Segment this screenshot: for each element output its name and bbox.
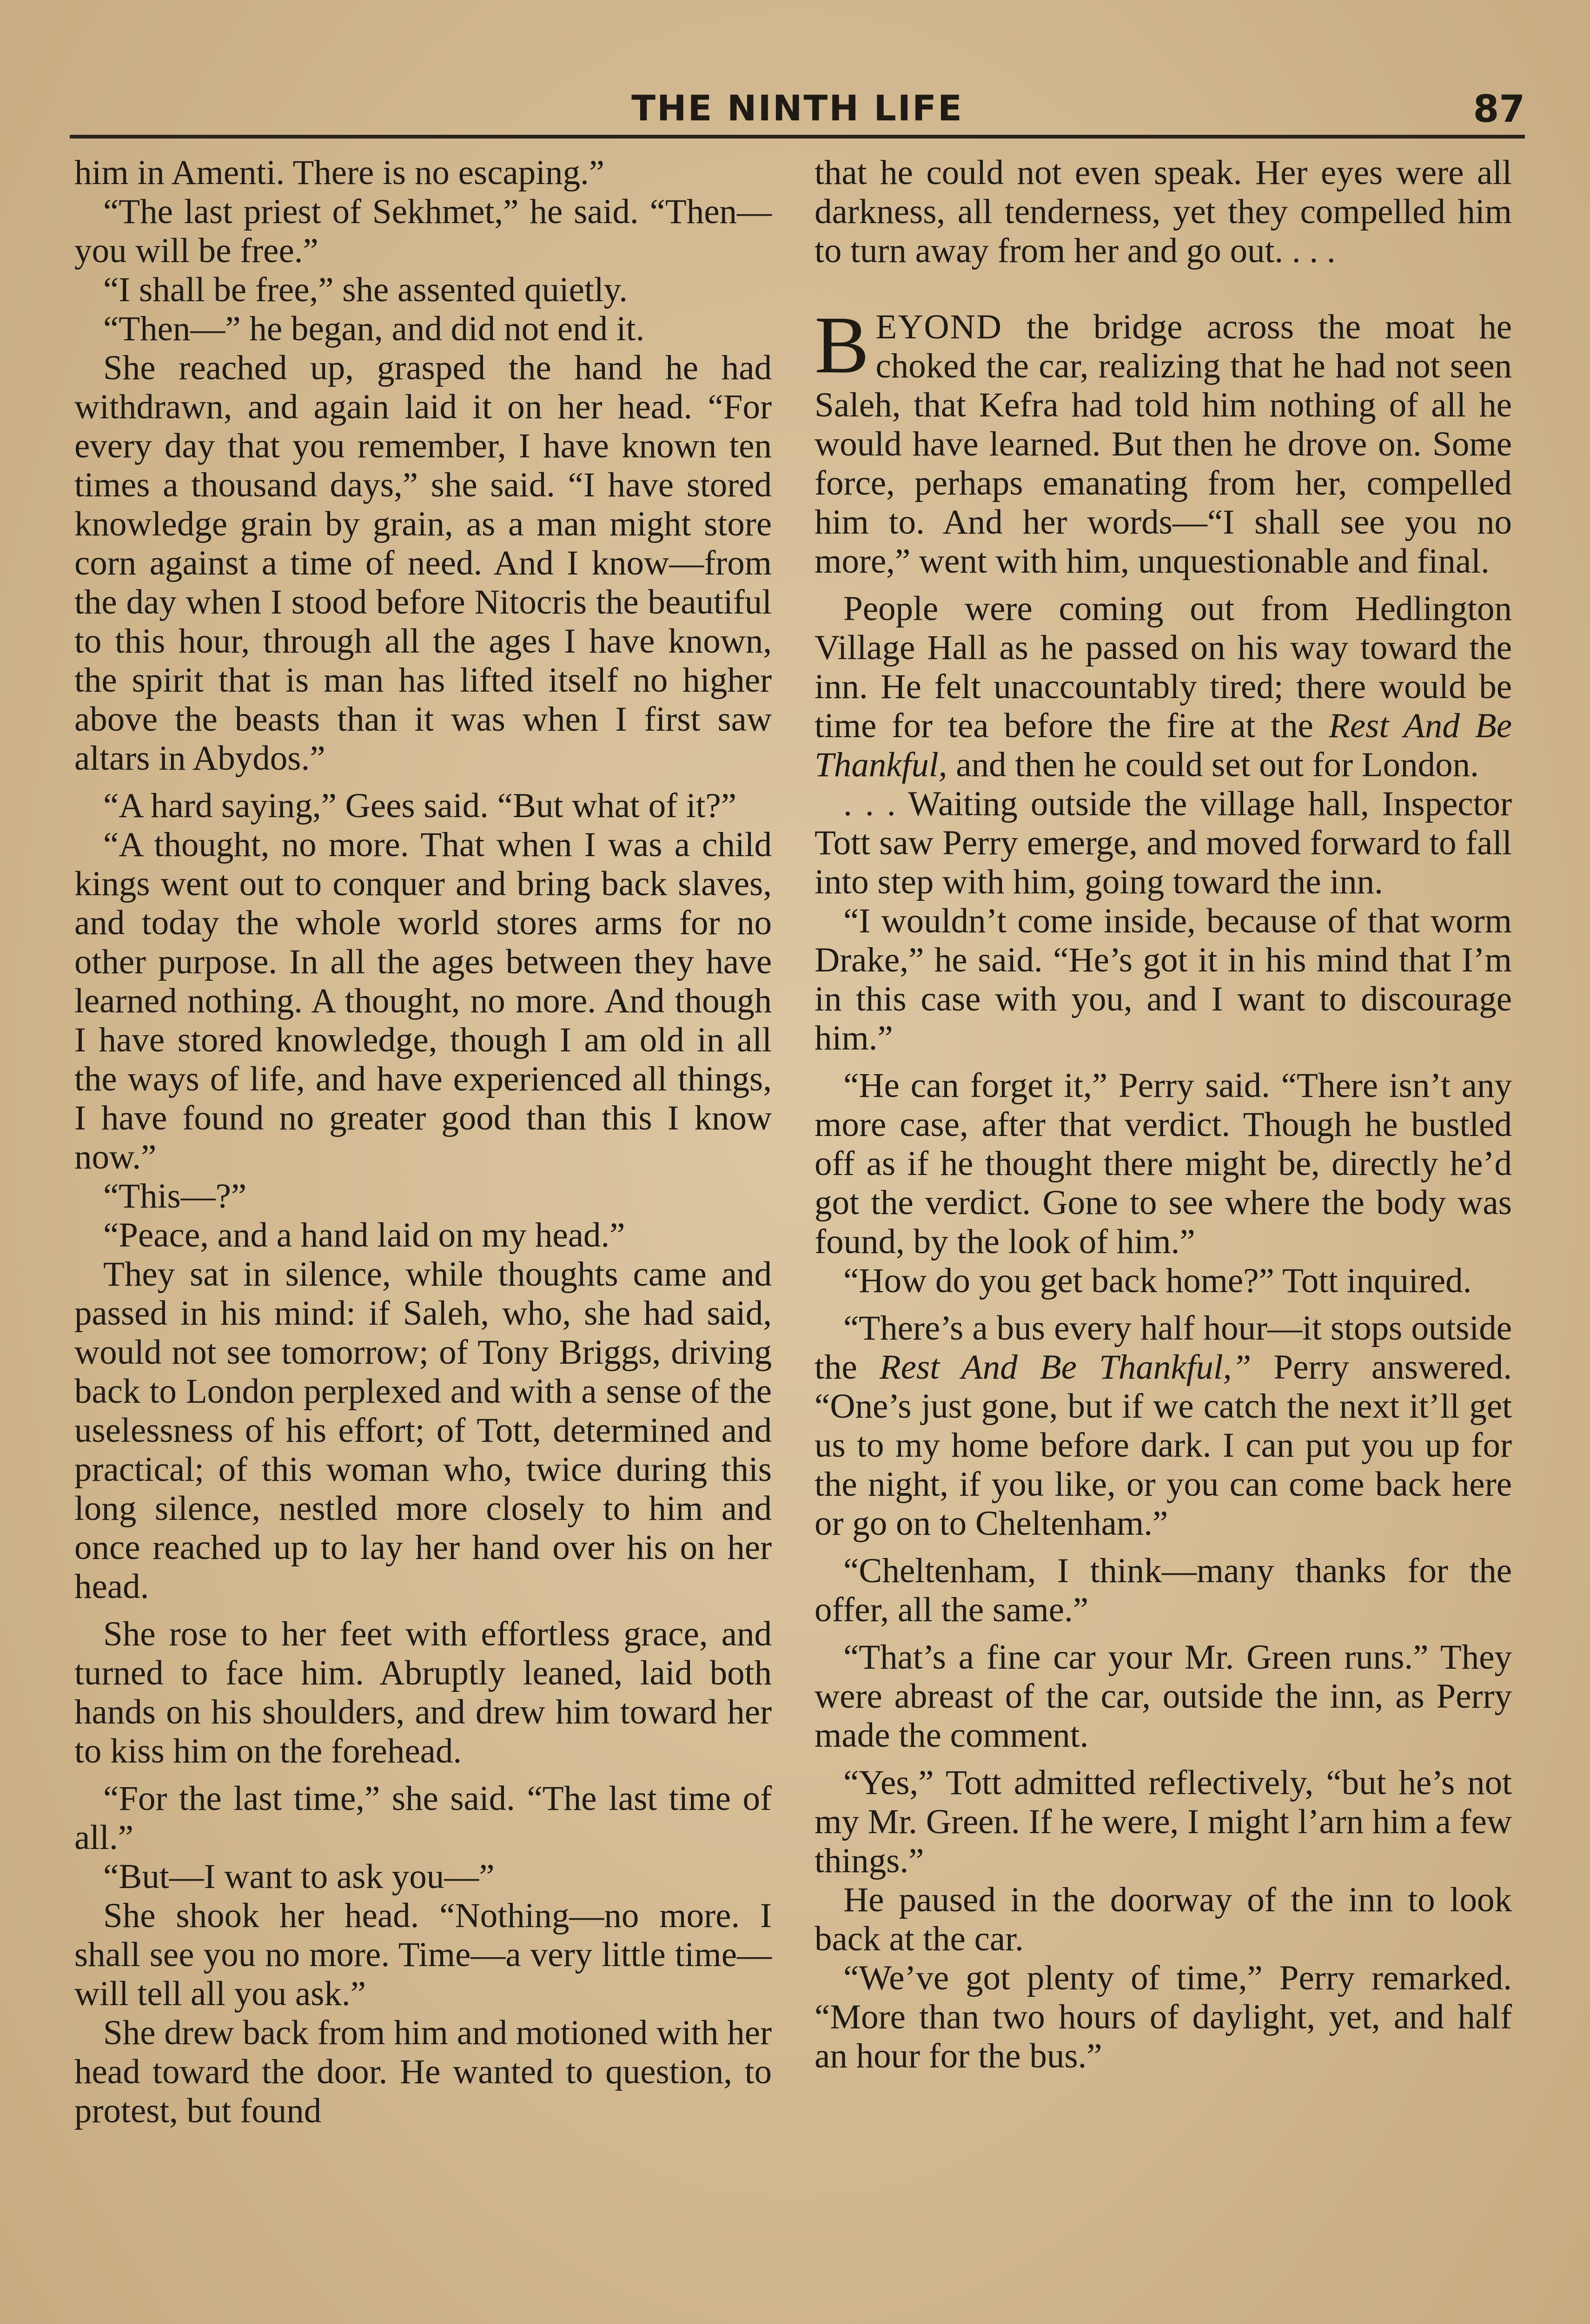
paragraph: “The last priest of Sekhmet,” he said. “Then—you will be free.” xyxy=(74,192,772,270)
paragraph xyxy=(815,1309,1512,1543)
small-caps-lead: EYOND xyxy=(875,308,1002,346)
paragraph: . . . Waiting outside the village hall, Inspector Tott saw Perry emerge, and moved forward to fall into step with him, going toward the inn. xyxy=(815,785,1512,901)
running-head: THE NINTH LIFE xyxy=(631,87,963,129)
paragraph: “This—?” xyxy=(103,1177,247,1215)
page-number: 87 xyxy=(1473,87,1525,131)
paragraph-text: “There’s a bus every half hour—it stops outside the xyxy=(815,1309,1512,1386)
paragraph: She shook her head. “Nothing—no more. I shall see you no more. Time—a very little time—will tell all you ask.” xyxy=(74,1896,772,2013)
paragraph: She drew back from him and motioned with her head toward the door. He wanted to question, to protest, but found xyxy=(74,2014,772,2130)
paragraph: him in Amenti. There is no escaping.” xyxy=(74,153,605,192)
paragraph: that he could not even speak. Her eyes were all darkness, all tenderness, yet they compelled him to turn away from her and go out. . . . xyxy=(815,153,1512,270)
paragraph: “Peace, and a hand laid on my head.” xyxy=(103,1216,625,1254)
drop-cap: B xyxy=(815,300,869,390)
paragraph: “That’s a fine car your Mr. Green runs.” They were abreast of the car, outside the inn, as Perry made the comment. xyxy=(815,1638,1512,1755)
paragraph: She rose to her feet with effortless grace, and turned to face him. Abruptly leaned, laid both hands on his shoulders, and drew him toward her to kiss him on the forehead. xyxy=(74,1615,772,1770)
paragraph: “Then—” he began, and did not end it. xyxy=(103,310,645,348)
header-rule xyxy=(70,135,1525,139)
paragraph: “A hard saying,” Gees said. “But what of it?” xyxy=(103,786,737,825)
paragraph-text: Perry answered. “One’s just gone, but if we catch the next it’ll get us to my home before dark. I can put you up for the night, if you like, or you can come back here or go on to Cheltenham.” xyxy=(815,1348,1512,1543)
paragraph-text: the bridge across the moat he choked the car, realizing that he had not seen Saleh, that Kefra had told him nothing of all he would have learned. But then he drove on. Some force, perhaps emanating from her, compelled him to. And her words—“I shall see you no more,” went with him, unquestionable and final. xyxy=(815,308,1512,581)
paragraph: “Cheltenham, I think—many thanks for the offer, all the same.” xyxy=(815,1552,1512,1629)
paragraph: “I wouldn’t come inside, because of that worm Drake,” he said. “He’s got it in his mind that I’m in this case with you, and I want to discourage him.” xyxy=(815,902,1512,1057)
paragraph: “We’ve got plenty of time,” Perry remarked. “More than two hours of daylight, yet, and half an hour for the bus.” xyxy=(815,1959,1512,2075)
inn-name: Rest And Be Thankful, xyxy=(815,706,1512,784)
paragraph: He paused in the doorway of the inn to look back at the car. xyxy=(815,1881,1512,1958)
paragraph xyxy=(815,589,1512,785)
paragraph: “He can forget it,” Perry said. “There isn’t any more case, after that verdict. Though he bustled off as if he thought there might be, directly he’d got the verdict. Gone to see where the body was found, by the look of him.” xyxy=(815,1066,1512,1261)
paragraph: “For the last time,” she said. “The last time of all.” xyxy=(74,1779,772,1857)
left-column xyxy=(74,153,772,2131)
paragraph-text: and then he could set out for London. xyxy=(947,746,1479,784)
paragraph: She reached up, grasped the hand he had withdrawn, and again laid it on her head. “For every day that you remember, I have known ten times a thousand days,” she said. “I have stored knowledge grain by grain, as a man might store corn against a time of need. And I know—from the day when I stood before Nitocris the beautiful to this hour, through all the ages I have known, the spirit that is man has lifted itself no higher above the beasts than it was when I first saw altars in Abydos.” xyxy=(74,349,772,778)
paragraph: “How do you get back home?” Tott inquired. xyxy=(843,1261,1472,1300)
inn-name: Rest And Be Thankful,” xyxy=(879,1348,1252,1386)
paragraph-text: People were coming out from Hedlington Village Hall as he passed on his way toward the inn. He felt unaccountably tired; there would be time for tea before the fire at the xyxy=(815,589,1512,745)
paragraph: “I shall be free,” she assented quietly. xyxy=(103,271,628,309)
paragraph: “A thought, no more. That when I was a child kings went out to conquer and bring back slaves, and today the whole world stores arms for no other purpose. In all the ages between they have learned nothing. A thought, no more. And though I have stored knowledge, though I am old in all the ways of life, and have experienced all things, I have found no greater good than this I know now.” xyxy=(74,825,772,1176)
paragraph: They sat in silence, while thoughts came and passed in his mind: if Saleh, who, she had said, would not see tomorrow; of Tony Briggs, driving back to London perplexed and with a sense of the uselessness of his effort; of Tott, determined and practical; of this woman who, twice during this long silence, nestled more closely to him and once reached up to lay her hand over his on her head. xyxy=(74,1255,772,1606)
right-column xyxy=(815,153,1512,2076)
paragraph: “But—I want to ask you—” xyxy=(103,1857,495,1896)
section-opening-paragraph xyxy=(815,300,1512,581)
paragraph: “Yes,” Tott admitted reflectively, “but he’s not my Mr. Green. If he were, I might l’arn him a few things.” xyxy=(815,1763,1512,1880)
page-header xyxy=(70,87,1525,129)
